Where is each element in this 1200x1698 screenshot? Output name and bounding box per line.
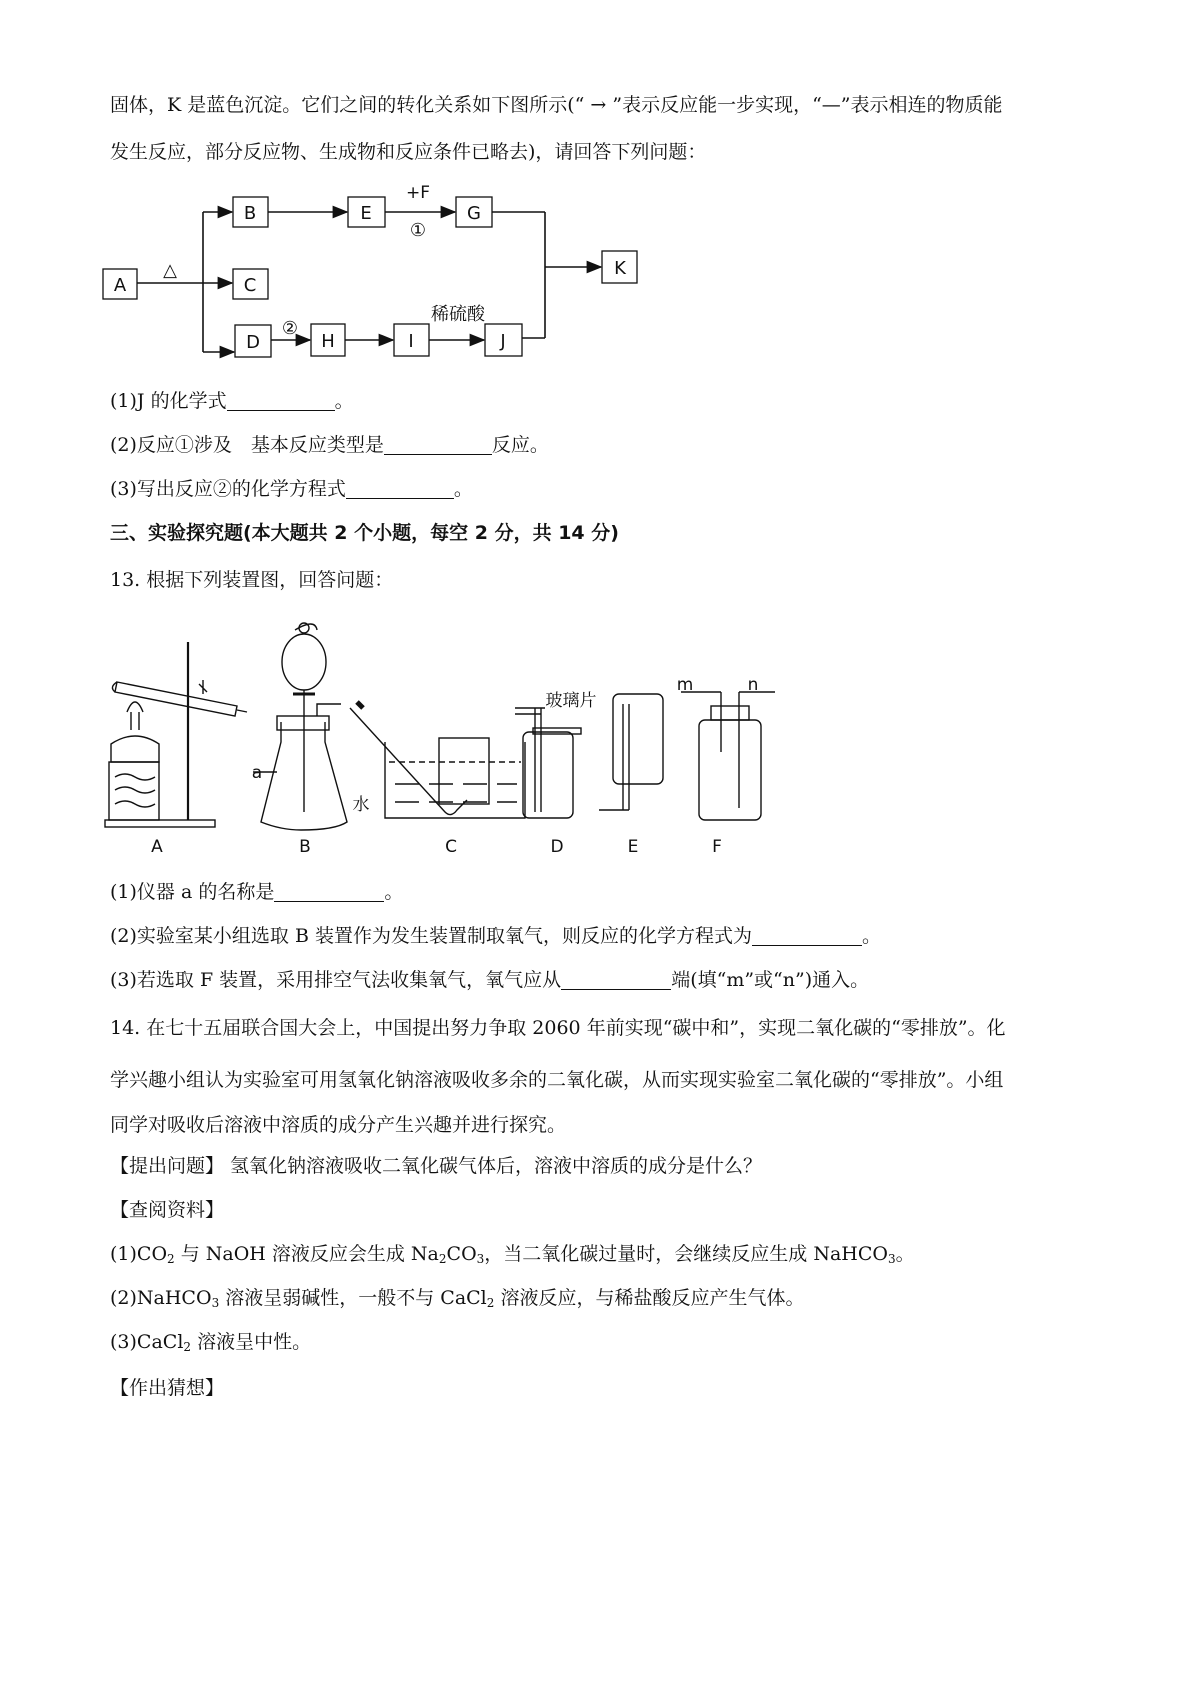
node-a: A [113, 275, 127, 296]
ref3-c: 溶液呈中性。 [191, 1331, 312, 1353]
ref1-d: 2 [438, 1252, 447, 1266]
wash-bottle-f [699, 720, 761, 820]
q13-p2-blank[interactable] [752, 927, 862, 946]
label-b: B [299, 837, 311, 857]
ref3-b: 2 [183, 1340, 192, 1354]
plus-f-label: +F [405, 183, 431, 203]
label-n: n [747, 675, 759, 695]
q13-p3-text: (3)若选取 F 装置，采用排空气法收集氧气，氧气应从 [110, 969, 562, 991]
wash-bottle-stopper [711, 706, 749, 720]
q13-p2-text: (2)实验室某小组选取 B 装置作为发生装置制取氧气，则反应的化学方程式为 [110, 925, 752, 947]
heat-label: △ [163, 260, 177, 281]
section-3-title: 三、实验探究题(本大题共 2 个小题，每空 2 分，共 14 分) [110, 522, 619, 544]
q12-p3-blank[interactable] [346, 480, 454, 499]
node-e: E [360, 203, 372, 224]
ref1-f: 3 [476, 1252, 485, 1266]
intro-line-1: 固体，K 是蓝色沉淀。它们之间的转化关系如下图所示(“ → ”表示反应能一步实现，“—”表示相连的物质能 [110, 94, 1003, 116]
q14-ref-1 [110, 1241, 915, 1272]
q14-line-3: 同学对吸收后溶液中溶质的成分产生兴趣并进行探究。 [110, 1114, 567, 1136]
water-trough [385, 742, 525, 818]
q13-part-2 [110, 923, 881, 949]
q13-part-1 [110, 879, 403, 905]
q13-p1-blank[interactable] [274, 883, 384, 902]
reaction-flow-diagram [95, 180, 675, 380]
q13-p3-end: 端(填“m”或“n”)通入。 [671, 969, 870, 991]
q13-p1-text: (1)仪器 a 的名称是 [110, 881, 275, 903]
node-g: G [467, 203, 481, 224]
q13-p2-end: 。 [861, 925, 881, 947]
ref2-e: 溶液反应，与稀盐酸反应产生气体。 [494, 1287, 805, 1309]
ref1-i: 。 [895, 1243, 915, 1265]
gas-jar-e [613, 694, 663, 784]
q12-p3-text: (3)写出反应②的化学方程式 [110, 478, 346, 500]
q12-p1-text: (1)J 的化学式 [110, 390, 227, 412]
q14-question: 【提出问题】 氢氧化钠溶液吸收二氧化碳气体后，溶液中溶质的成分是什么？ [110, 1155, 763, 1177]
gas-jar-d [523, 732, 573, 818]
separatory-funnel [282, 634, 326, 690]
label-d: D [550, 837, 564, 857]
node-i: I [408, 331, 414, 352]
node-d: D [246, 332, 260, 353]
node-h: H [321, 331, 335, 352]
label-glass-plate: 玻璃片 [545, 691, 597, 711]
node-k: K [614, 258, 626, 279]
glass-plate [533, 728, 581, 734]
ref3-a: (3)CaCl [110, 1331, 184, 1353]
ref1-a: (1)CO [110, 1243, 168, 1265]
q12-part-3 [110, 476, 473, 502]
q14-guess-heading: 【作出猜想】 [110, 1377, 225, 1399]
ref2-d: 2 [486, 1296, 495, 1310]
q13-p3-blank[interactable] [561, 971, 671, 990]
q12-p1-blank[interactable] [227, 392, 335, 411]
label-instrument-a: a [251, 763, 263, 783]
q12-part-1 [110, 388, 354, 414]
q14-ref-2 [110, 1285, 804, 1316]
label-c: C [445, 837, 457, 857]
q14-reference-heading: 【查阅资料】 [110, 1199, 225, 1221]
q13-p1-end: 。 [384, 881, 404, 903]
q12-p2-text: (2)反应①涉及 基本反应类型是 [110, 434, 384, 456]
q12-p2-blank[interactable] [384, 436, 492, 455]
ref2-c: 溶液呈弱碱性，一般不与 CaCl [219, 1287, 487, 1309]
q14-line-2: 学兴趣小组认为实验室可用氢氧化钠溶液吸收多余的二氧化碳，从而实现实验室二氧化碳的“零排放”。小组 [110, 1069, 1004, 1091]
q13-part-3 [110, 967, 869, 993]
q14-ref-3 [110, 1329, 311, 1360]
node-c: C [243, 275, 257, 296]
ref2-b: 3 [211, 1296, 220, 1310]
test-tube [115, 682, 237, 716]
node-j: J [500, 331, 506, 352]
ref1-g: ，当二氧化碳过量时，会继续反应生成 NaHCO [484, 1243, 888, 1265]
q12-p2-end: 反应。 [491, 434, 549, 456]
reaction-1-label: ① [409, 220, 427, 241]
stand-base [105, 820, 215, 827]
intro-line-2: 发生反应，部分反应物、生成物和反应条件已略去)，请回答下列问题： [110, 141, 707, 163]
reaction-2-label: ② [281, 318, 299, 339]
label-a: A [151, 837, 163, 857]
alcohol-lamp [111, 736, 159, 762]
node-b: B [243, 203, 257, 224]
q14-line-1: 14. 在七十五届联合国大会上，中国提出努力争取 2060 年前实现“碳中和”，实现二氧化碳的“零排放”。化 [110, 1017, 1006, 1039]
q12-part-2 [110, 432, 549, 458]
ref1-c: 与 NaOH 溶液反应会生成 Na [174, 1243, 439, 1265]
q12-p1-end: 。 [334, 390, 354, 412]
flask-stopper [277, 716, 329, 730]
label-m: m [676, 675, 694, 695]
ref1-h: 3 [887, 1252, 896, 1266]
apparatus-figure [95, 612, 795, 862]
ref1-b: 2 [167, 1252, 175, 1266]
label-f: F [712, 837, 722, 857]
q13-stem: 13. 根据下列装置图，回答问题： [110, 569, 394, 591]
ref1-e: CO [446, 1243, 477, 1265]
ref2-a: (2)NaHCO [110, 1287, 212, 1309]
q12-p3-end: 。 [453, 478, 473, 500]
dilute-acid-label: 稀硫酸 [431, 304, 485, 325]
gas-collection-bottle [439, 738, 489, 804]
label-e: E [627, 837, 639, 857]
label-water: 水 [352, 795, 370, 815]
